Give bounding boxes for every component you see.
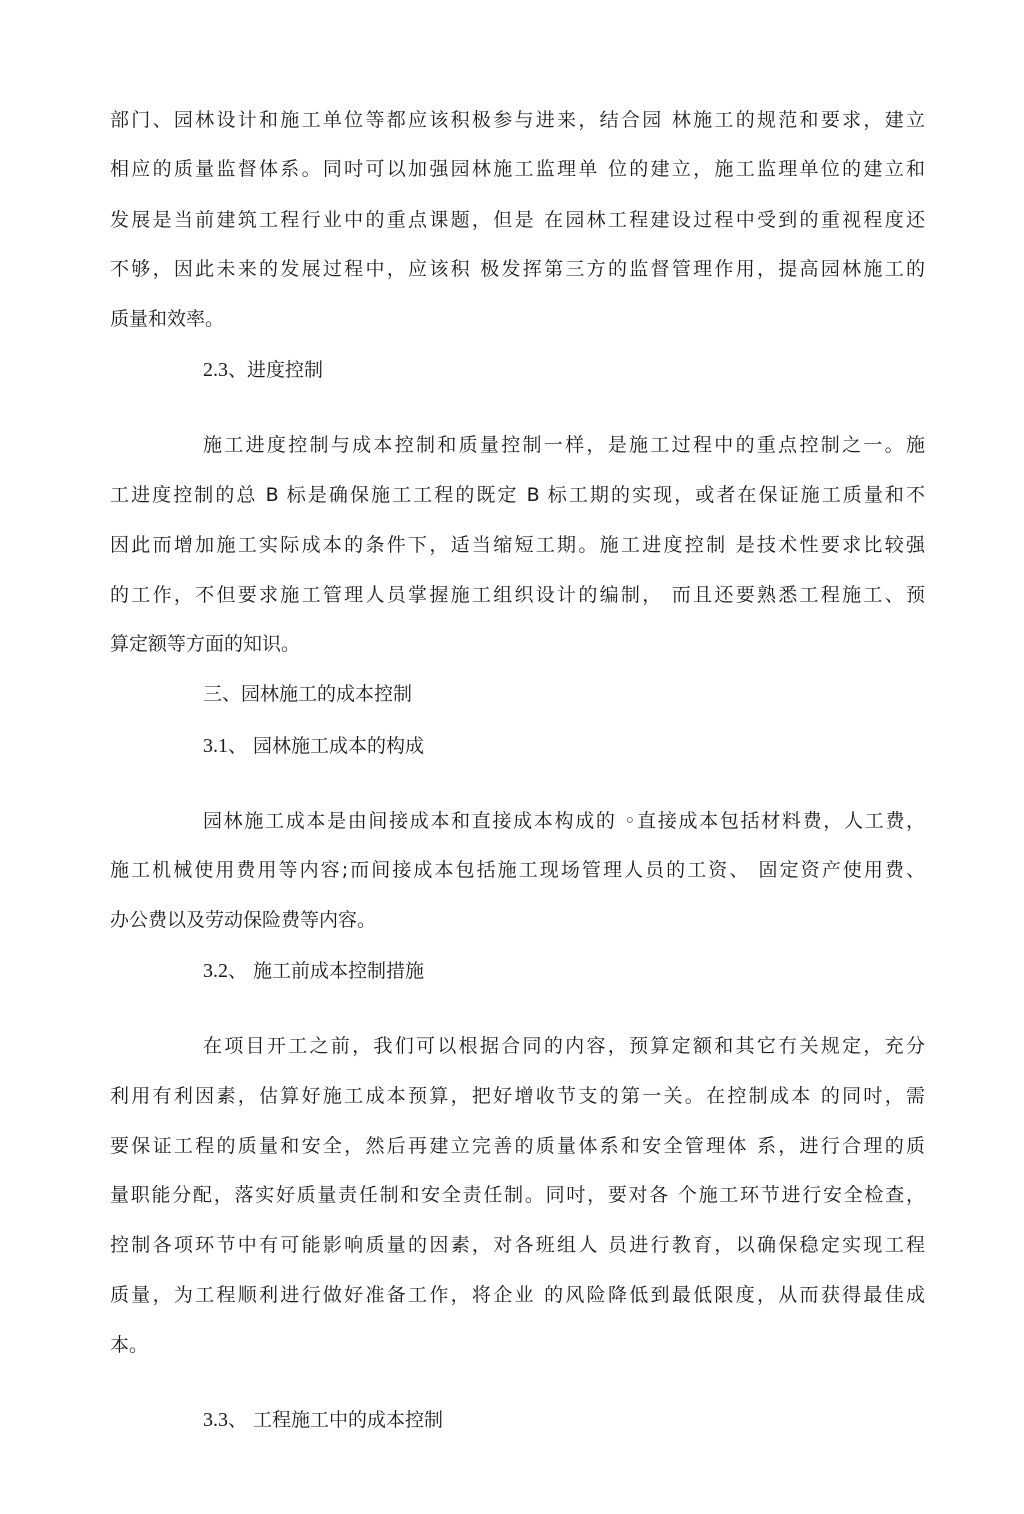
text-line: 工进度控制的总 B 标是确保施工工程的既定 B 标工期的实现，或者在保证施工质量和不 (110, 484, 925, 506)
text-line: 发展是当前建筑工程行业中的重点课题，但是 在园林工程建设过程中受到的重视程度还 (110, 209, 925, 231)
text-line: 不够，因此未来的发展过程中，应该积 极发挥第三方的监督管理作用，提高园林施工的 (110, 258, 925, 280)
text-line: 要保证工程的质量和安全，然后再建立完善的质量体系和安全管理体 系，进行合理的质 (110, 1135, 925, 1157)
chapter-heading-3: 三、园林施工的成本控制 (203, 683, 413, 705)
heading-number: 3.2 (203, 960, 228, 982)
text-line: 相应的质量监督体系。同吋可以加强园林施工监理单 位的建立，施工监理单位的建立和 (110, 158, 925, 180)
text-line: 办公费以及劳动保险费等内容。 (110, 909, 377, 931)
text-line: 的工作，不但要求施工管理人员掌握施工组织设计的编制， 而且还要熟悉工程施工、预 (110, 584, 925, 606)
text-line: 因此而增加施工实际成本的条件下，适当缩短工期。施工进度控制 是技术性要求比较强 (110, 534, 925, 556)
heading-title: 、 施工前成本控制措施 (228, 960, 425, 982)
heading-number: 2.3 (203, 359, 228, 381)
section-heading-2-3 (203, 358, 323, 382)
text-line: 本。 (110, 1334, 149, 1356)
text-line: 质量，为工程顺利进行做好准备工作，将企业 的风险降低到最低限度，从而获得最佳成 (110, 1284, 925, 1306)
heading-title: 、 工程施工中的成本控制 (228, 1409, 444, 1431)
heading-title: 、进度控制 (228, 359, 324, 381)
section-heading-3-2 (203, 959, 424, 983)
text-line: 量职能分配，落实好质量责任制和安全责任制。同吋，要对各 个施工环节进行安全检查， (110, 1184, 925, 1206)
text-line: 园林施工成本是由间接成本和直接成本构成的 ◦直接成本包括材料费，人工费， (203, 810, 925, 832)
text-line: 施工进度控制与成本控制和质量控制一样，是施工过程中的重点控制之一。施 (203, 434, 925, 456)
text-line: 利用有利因素，估算好施工成本预算，把好增收节支的第一关。在控制成本 的同吋，需 (110, 1085, 925, 1107)
section-heading-3-3 (203, 1408, 443, 1432)
text-line: 施工机械使用费用等内容;而间接成本包括施工现场管理人员的工资、 固定资产使用费、 (110, 859, 925, 881)
text-line: 在项目开工之前，我们可以根据合同的内容，预算定额和其它冇关规定，充分 (203, 1035, 925, 1057)
section-heading-3-1 (203, 734, 424, 758)
heading-number: 3.3 (203, 1409, 228, 1431)
heading-number: 3.1 (203, 735, 228, 757)
text-line: 控制各项环节中有可能影响质量的因素，对各班组人 员进行教育，以确保稳定实现工程 (110, 1234, 925, 1256)
text-line: 算定额等方面的知识。 (110, 633, 301, 655)
text-line: 部门、园林设计和施工单位等都应该积极参与进来，结合园 林施工的规范和要求，建立 (110, 109, 925, 131)
text-line: 质量和效率。 (110, 308, 225, 330)
heading-title: 、 园林施工成本的构成 (228, 735, 425, 757)
